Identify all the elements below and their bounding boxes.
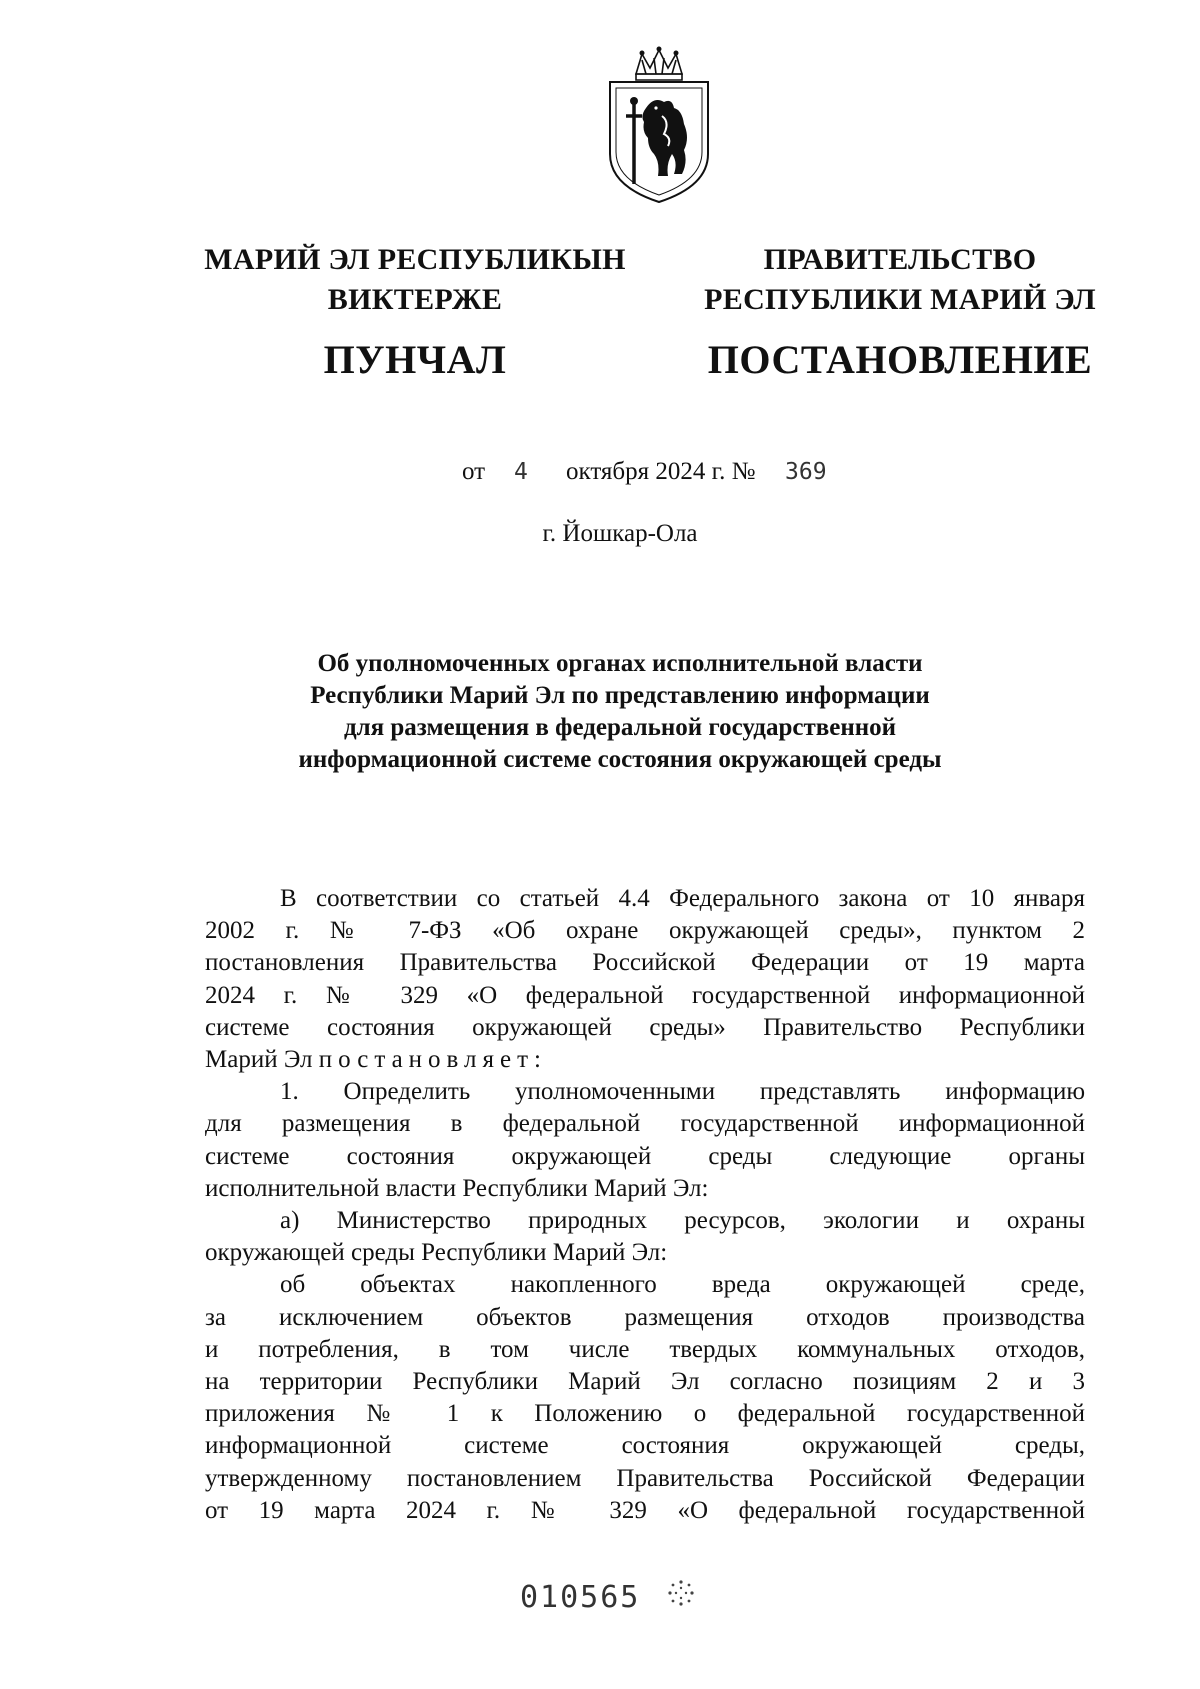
body-line: на территории Республики Марий Эл согласно позициям 2 и 3 (205, 1368, 1085, 1396)
body-line: от 19 марта 2024 г. № 329 «О федеральной государственной (205, 1496, 1085, 1524)
serial-number: 010565 (520, 1580, 641, 1615)
title-line: Республики Марий Эл по представлению информации (310, 682, 930, 709)
title-line: Об уполномоченных органах исполнительной власти (317, 650, 923, 677)
body-line: системе состояния окружающей среды следующие органы (205, 1142, 1085, 1170)
body-line: а) Министерство природных ресурсов, экологии и охраны (280, 1207, 1085, 1235)
body-line: постановления Правительства Российской Федерации от 19 марта (205, 949, 1085, 977)
body-line: информационной системе состояния окружающей среды, (205, 1432, 1085, 1460)
header-russian (680, 240, 1120, 384)
document-number: 369 (785, 459, 827, 485)
body-line: 2024 г. № 329 «О федеральной государственной информационной (205, 981, 1085, 1009)
document-body (205, 883, 1085, 1527)
body-line: 2002 г. № 7-ФЗ «Об охране окружающей среды», пунктом 2 (205, 917, 1085, 945)
body-line (205, 1044, 1085, 1076)
city: г. Йошкар-Ола (542, 520, 698, 547)
body-line: 1. Определить уполномоченными представлять информацию (280, 1078, 1085, 1106)
date-from: от (462, 458, 486, 485)
header-mari (195, 240, 635, 384)
body-line: для размещения в федеральной государственной информационной (205, 1110, 1085, 1138)
header-russian-doctype: ПОСТАНОВЛЕНИЕ (707, 337, 1093, 382)
date-month-year: октября 2024 г. № (566, 458, 756, 485)
body-line-start: Марий Эл (205, 1046, 313, 1074)
serial-ornament-icon (666, 1578, 696, 1608)
body-line: за исключением объектов размещения отходов производства (205, 1303, 1085, 1331)
header-russian-line2: РЕСПУБЛИКИ МАРИЙ ЭЛ (704, 283, 1096, 316)
body-line: В соответствии со статьей 4.4 Федерального закона от 10 января (280, 885, 1085, 912)
coat-of-arms-icon (598, 46, 720, 206)
date-day: 4 (514, 459, 528, 485)
body-line: и потребления, в том числе твердых коммунальных отходов, (205, 1335, 1085, 1363)
body-line: об объектах накопленного вреда окружающей среде, (280, 1271, 1085, 1299)
body-line: приложения № 1 к Положению о федеральной государственной (205, 1400, 1085, 1428)
body-line: исполнительной власти Республики Марий Эл: (205, 1174, 709, 1202)
header-mari-doctype: ПУНЧАЛ (323, 337, 507, 382)
header-mari-line1: МАРИЙ ЭЛ РЕСПУБЛИКЫН (204, 243, 626, 276)
header-russian-line1: ПРАВИТЕЛЬСТВО (763, 243, 1037, 276)
header-mari-line2: ВИКТЕРЖЕ (327, 283, 503, 316)
title-line: информационной системе состояния окружающей среды (298, 746, 942, 773)
body-line: окружающей среды Республики Марий Эл: (205, 1239, 668, 1267)
document-title (200, 648, 1040, 776)
title-line: для размещения в федеральной государственной (343, 714, 897, 741)
resolves-word: постановляет: (318, 1046, 547, 1074)
body-line: системе состояния окружающей среды» Правительство Республики (205, 1013, 1085, 1041)
body-line: утвержденному постановлением Правительства Российской Федерации (205, 1464, 1085, 1492)
